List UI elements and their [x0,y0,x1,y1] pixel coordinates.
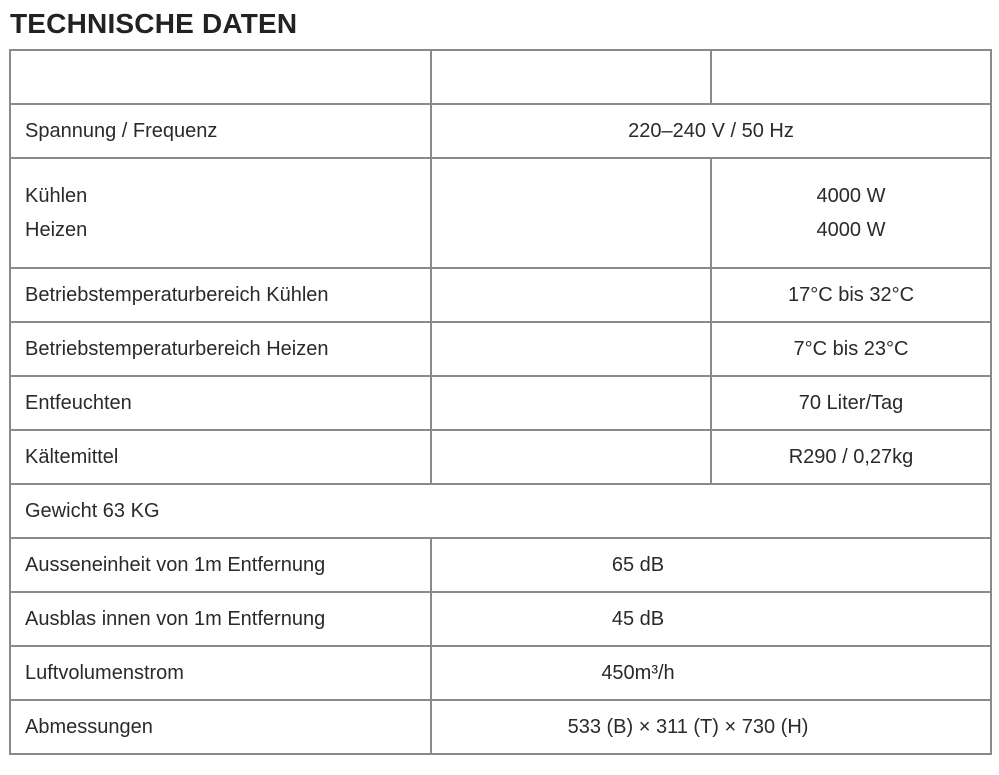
dimensions-value: 533 (B) × 311 (T) × 730 (H) [431,700,991,754]
refrigerant-label: Kältemittel [10,430,431,484]
page-title: TECHNISCHE DATEN [10,8,298,39]
temp-cooling-label: Betriebstemperaturbereich Kühlen [10,268,431,322]
noise-outdoor-label: Ausseneinheit von 1m Entfernung [10,538,431,592]
table-cell-empty [431,158,711,268]
table-cell-empty [431,268,711,322]
temp-heating-value: 7°C bis 23°C [711,322,991,376]
table-row-voltage [10,104,991,158]
cooling-label: Kühlen [25,185,88,207]
table-row-dehumidify [10,376,991,430]
refrigerant-value: R290 / 0,27kg [711,430,991,484]
table-row-weight [10,484,991,538]
power-values [711,158,991,268]
noise-indoor-value: 45 dB [431,592,991,646]
heating-power-value: 4000 W [816,219,886,241]
table-cell-empty [431,322,711,376]
table-cell-empty [10,50,431,104]
airflow-label: Luftvolumenstrom [10,646,431,700]
dimensions-label: Abmessungen [10,700,431,754]
table-cell-empty [431,376,711,430]
airflow-value: 450m³/h [431,646,991,700]
weight-label: Gewicht 63 KG [10,484,991,538]
table-cell-empty [431,430,711,484]
dehumidify-label: Entfeuchten [10,376,431,430]
table-cell-empty [711,50,991,104]
table-row-temp-heating [10,322,991,376]
table-row-temp-cooling [10,268,991,322]
noise-indoor-label: Ausblas innen von 1m Entfernung [10,592,431,646]
temp-heating-label: Betriebstemperaturbereich Heizen [10,322,431,376]
power-labels [10,158,431,268]
cooling-power-value: 4000 W [816,185,886,207]
table-row-noise-indoor [10,592,991,646]
heating-label: Heizen [25,219,88,241]
temp-cooling-value: 17°C bis 32°C [711,268,991,322]
voltage-value: 220–240 V / 50 Hz [431,104,991,158]
voltage-label: Spannung / Frequenz [10,104,431,158]
table-cell-empty [431,50,711,104]
dehumidify-value: 70 Liter/Tag [711,376,991,430]
table-row-dimensions [10,700,991,754]
table-row-airflow [10,646,991,700]
table-row-noise-outdoor [10,538,991,592]
table-row-power [10,158,991,268]
spec-table [9,49,992,755]
table-row-refrigerant [10,430,991,484]
noise-outdoor-value: 65 dB [431,538,991,592]
table-row-header [10,50,991,104]
